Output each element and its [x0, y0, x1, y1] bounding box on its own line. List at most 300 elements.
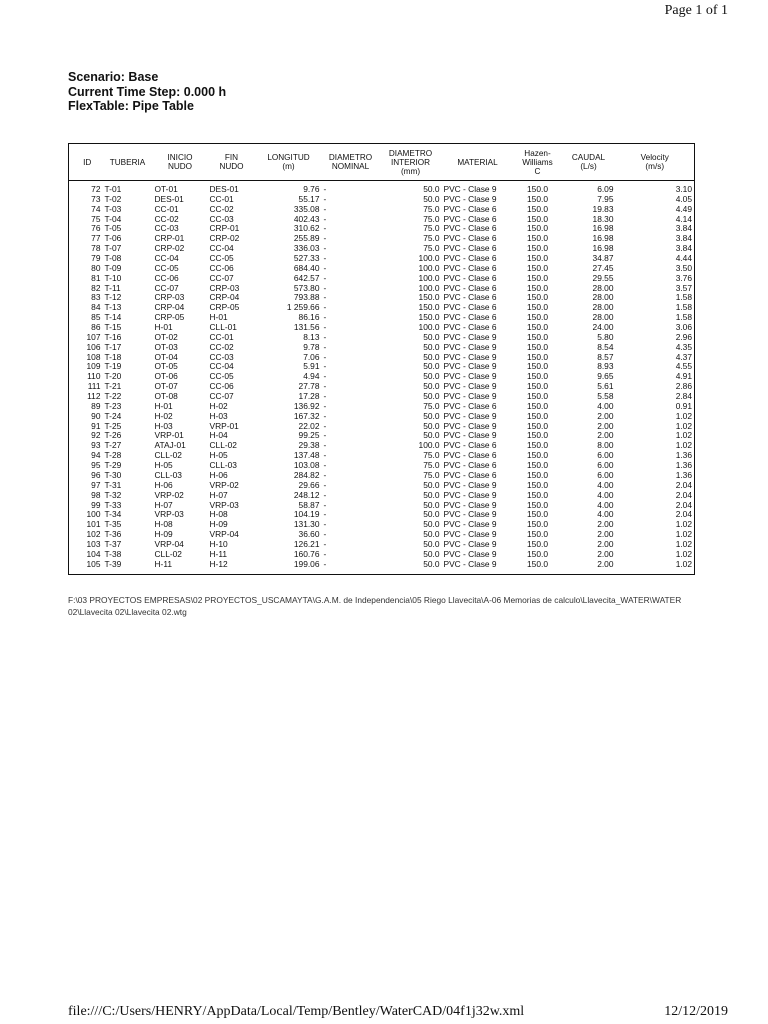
- column-header: ID: [69, 144, 103, 181]
- table-cell: -: [323, 530, 327, 540]
- table-cell: 29.55: [592, 273, 614, 283]
- table-cell: 75.0: [423, 224, 440, 234]
- column-header: MATERIAL: [442, 144, 514, 181]
- table-cell: PVC - Clase 6: [443, 401, 497, 411]
- table-cell: -: [323, 500, 327, 510]
- table-cell: 5.61: [597, 382, 614, 392]
- column-header: INICIO NUDO: [153, 144, 208, 181]
- table-cell: -: [323, 244, 327, 254]
- table-row: [69, 461, 695, 471]
- table-cell: 4.00: [597, 490, 614, 500]
- table-cell: -: [323, 214, 327, 224]
- table-cell: 150.0: [527, 520, 548, 530]
- table-cell: PVC - Clase 6: [443, 283, 497, 293]
- table-cell: PVC - Clase 6: [443, 263, 497, 273]
- table-cell: 24.00: [592, 323, 614, 333]
- table-cell: PVC - Clase 9: [443, 382, 497, 392]
- table-cell: 28.00: [592, 303, 614, 313]
- table-cell: CRP-05: [154, 313, 185, 323]
- table-cell: 50.0: [423, 362, 440, 372]
- table-cell: 9.78: [303, 342, 320, 352]
- table-cell: CRP-04: [209, 293, 240, 303]
- table-cell: T-35: [104, 520, 122, 530]
- table-row: [69, 412, 695, 422]
- table-cell: -: [323, 342, 327, 352]
- table-cell: PVC - Clase 9: [443, 490, 497, 500]
- table-cell: -: [323, 194, 327, 204]
- table-cell: 27.78: [298, 382, 320, 392]
- table-cell: 50.0: [423, 490, 440, 500]
- table-cell: 5.58: [597, 392, 614, 402]
- table-cell: T-19: [104, 362, 122, 372]
- table-cell: T-17: [104, 342, 122, 352]
- table-cell: 1.02: [675, 431, 692, 441]
- table-cell: PVC - Clase 9: [443, 500, 497, 510]
- table-cell: 100.0: [418, 323, 440, 333]
- table-row: [69, 471, 695, 481]
- table-cell: 6.00: [597, 461, 614, 471]
- table-cell: CC-04: [154, 254, 179, 264]
- table-cell: CC-02: [209, 204, 234, 214]
- table-cell: 50.0: [423, 520, 440, 530]
- table-cell: H-02: [209, 401, 228, 411]
- table-cell: 4.44: [675, 254, 692, 264]
- table-cell: 1.36: [675, 470, 692, 480]
- table-cell: VRP-03: [154, 510, 184, 520]
- table-cell: 150.0: [418, 303, 440, 313]
- table-row: [69, 540, 695, 550]
- table-cell: CLL-02: [209, 441, 237, 451]
- table-cell: 109: [86, 362, 101, 372]
- table-cell: T-39: [104, 559, 122, 569]
- table-cell: PVC - Clase 9: [443, 362, 497, 372]
- table-cell: H-07: [209, 490, 228, 500]
- pipe-table: [68, 143, 695, 575]
- table-cell: 100.0: [418, 273, 440, 283]
- table-cell: -: [323, 234, 327, 244]
- table-cell: CC-07: [154, 283, 179, 293]
- table-cell: PVC - Clase 6: [443, 234, 497, 244]
- table-cell: CC-03: [209, 214, 234, 224]
- table-cell: CRP-02: [209, 234, 240, 244]
- table-row: [69, 254, 695, 264]
- table-cell: T-11: [104, 283, 121, 293]
- table-cell: OT-08: [154, 392, 178, 402]
- table-cell: VRP-01: [209, 421, 239, 431]
- table-cell: T-15: [104, 323, 122, 333]
- table-cell: -: [323, 411, 327, 421]
- table-cell: H-10: [209, 539, 228, 549]
- table-cell: 3.84: [675, 234, 692, 244]
- table-cell: 150.0: [527, 332, 548, 342]
- table-cell: 8.54: [597, 342, 614, 352]
- table-cell: 150.0: [527, 539, 548, 549]
- table-cell: 8.00: [597, 441, 614, 451]
- table-cell: T-13: [104, 303, 122, 313]
- table-row: [69, 481, 695, 491]
- table-cell: 4.00: [597, 480, 614, 490]
- table-row: [69, 362, 695, 372]
- report-header: [68, 70, 226, 114]
- table-row: [69, 333, 695, 343]
- table-cell: CRP-02: [154, 244, 185, 254]
- table-cell: -: [323, 392, 327, 402]
- table-cell: T-06: [104, 234, 122, 244]
- table-cell: 111: [87, 382, 101, 392]
- table-cell: T-08: [104, 254, 122, 264]
- table-cell: 2.00: [597, 431, 614, 441]
- table-row: [69, 303, 695, 313]
- table-cell: -: [323, 451, 327, 461]
- table-cell: 72: [91, 184, 101, 194]
- table-cell: 7.06: [303, 352, 320, 362]
- table-cell: VRP-03: [209, 500, 239, 510]
- table-cell: VRP-02: [154, 490, 184, 500]
- table-cell: 150.0: [527, 273, 548, 283]
- table-cell: -: [323, 362, 327, 372]
- table-cell: 6.00: [597, 451, 614, 461]
- table-cell: 50.0: [423, 194, 440, 204]
- table-row: [69, 181, 695, 195]
- table-cell: 150.0: [527, 431, 548, 441]
- table-cell: 2.00: [597, 559, 614, 569]
- table-cell: PVC - Clase 9: [443, 372, 497, 382]
- table-cell: 1.02: [675, 421, 692, 431]
- table-cell: H-03: [209, 411, 228, 421]
- table-cell: -: [323, 273, 327, 283]
- table-cell: 18.30: [592, 214, 614, 224]
- table-cell: 36.60: [298, 530, 320, 540]
- table-cell: T-36: [104, 530, 122, 540]
- table-cell: 248.12: [293, 490, 320, 500]
- table-cell: 108: [86, 352, 101, 362]
- table-row: [69, 550, 695, 560]
- table-cell: PVC - Clase 6: [443, 313, 497, 323]
- table-cell: 75.0: [423, 214, 440, 224]
- table-cell: CC-06: [209, 263, 234, 273]
- table-cell: 17.28: [298, 392, 320, 402]
- table-cell: 150.0: [527, 530, 548, 540]
- table-cell: DES-01: [154, 194, 184, 204]
- table-cell: 100.0: [418, 254, 440, 264]
- table-cell: 97: [91, 480, 101, 490]
- table-cell: 100.0: [418, 283, 440, 293]
- table-cell: -: [323, 510, 327, 520]
- table-row: [69, 284, 695, 294]
- table-cell: PVC - Clase 6: [443, 303, 497, 313]
- table-cell: 74: [91, 204, 101, 214]
- table-cell: 103.08: [293, 461, 320, 471]
- table-cell: ATAJ-01: [154, 441, 186, 451]
- table-cell: CRP-04: [154, 303, 185, 313]
- table-cell: 102: [86, 530, 101, 540]
- table-cell: -: [323, 461, 327, 471]
- page-number: Page 1 of 1: [664, 3, 728, 18]
- pipe-table-header: [69, 144, 695, 181]
- table-cell: -: [323, 184, 327, 194]
- table-cell: OT-01: [154, 184, 178, 194]
- table-cell: 80: [91, 263, 101, 273]
- table-cell: 105: [86, 559, 101, 569]
- table-cell: 150.0: [527, 392, 548, 402]
- table-cell: H-11: [209, 549, 228, 559]
- table-cell: -: [323, 490, 327, 500]
- table-cell: 402.43: [293, 214, 320, 224]
- table-cell: 78: [91, 244, 101, 254]
- table-cell: 58.87: [298, 500, 320, 510]
- table-cell: PVC - Clase 9: [443, 184, 497, 194]
- table-cell: 150.0: [527, 244, 548, 254]
- file-path: F:\03 PROYECTOS EMPRESAS\02 PROYECTOS_USCAMAYTA\G.A.M. de Independencia\05 Riego Llavecita\A-06 Memorias de calculo\Llavecita_WATER\WATER 02\Llavecita 02\Llavecita 02.wtg: [68, 595, 682, 617]
- table-cell: 4.49: [675, 204, 692, 214]
- table-cell: 7.95: [597, 194, 614, 204]
- table-cell: -: [323, 520, 327, 530]
- table-cell: 50.0: [423, 500, 440, 510]
- table-cell: T-10: [104, 273, 122, 283]
- table-cell: 3.57: [675, 283, 692, 293]
- table-cell: 150.0: [527, 461, 548, 471]
- table-row: [69, 451, 695, 461]
- table-cell: 75.0: [423, 204, 440, 214]
- table-cell: 83: [91, 293, 101, 303]
- table-cell: -: [323, 332, 327, 342]
- table-cell: CC-07: [209, 392, 234, 402]
- table-cell: 150.0: [527, 342, 548, 352]
- table-cell: 2.04: [675, 490, 692, 500]
- table-cell: H-05: [154, 461, 173, 471]
- table-row: [69, 402, 695, 412]
- table-cell: T-04: [104, 214, 122, 224]
- table-cell: PVC - Clase 9: [443, 480, 497, 490]
- table-cell: 34.87: [592, 254, 614, 264]
- table-cell: T-01: [104, 184, 122, 194]
- table-cell: 150.0: [527, 194, 548, 204]
- pipe-table-body: [69, 181, 695, 575]
- table-cell: 3.10: [675, 184, 692, 194]
- table-cell: OT-02: [154, 332, 178, 342]
- table-cell: PVC - Clase 9: [443, 411, 497, 421]
- table-cell: 4.35: [675, 342, 692, 352]
- table-cell: -: [323, 421, 327, 431]
- table-cell: 73: [91, 194, 101, 204]
- table-cell: 50.0: [423, 382, 440, 392]
- table-cell: 28.00: [592, 313, 614, 323]
- table-cell: VRP-04: [154, 539, 184, 549]
- table-cell: 104: [86, 549, 101, 559]
- table-cell: 4.91: [675, 372, 692, 382]
- table-cell: 1.02: [675, 520, 692, 530]
- table-cell: 4.05: [675, 194, 692, 204]
- table-cell: VRP-02: [209, 480, 239, 490]
- table-cell: 284.82: [293, 470, 320, 480]
- table-row: [69, 372, 695, 382]
- table-cell: 1.36: [675, 451, 692, 461]
- table-cell: -: [323, 559, 327, 569]
- table-cell: 1.02: [675, 441, 692, 451]
- table-cell: 112: [87, 392, 101, 402]
- table-cell: 150.0: [527, 490, 548, 500]
- table-row: [69, 215, 695, 225]
- table-cell: 104.19: [293, 510, 320, 520]
- table-cell: CC-07: [209, 273, 234, 283]
- table-cell: CC-05: [209, 254, 234, 264]
- table-cell: CRP-05: [209, 303, 240, 313]
- table-cell: 1.02: [675, 549, 692, 559]
- table-cell: 150.0: [527, 421, 548, 431]
- table-cell: H-08: [154, 520, 173, 530]
- table-cell: 4.37: [675, 352, 692, 362]
- table-cell: 150.0: [418, 313, 440, 323]
- table-cell: PVC - Clase 6: [443, 451, 497, 461]
- column-header: DIAMETRO NOMINAL: [322, 144, 380, 181]
- table-row: [69, 353, 695, 363]
- table-cell: 50.0: [423, 510, 440, 520]
- table-cell: 137.48: [293, 451, 320, 461]
- table-cell: OT-05: [154, 362, 178, 372]
- table-cell: 75.0: [423, 244, 440, 254]
- table-cell: H-08: [209, 510, 228, 520]
- table-cell: 1.58: [675, 293, 692, 303]
- table-cell: 50.0: [423, 431, 440, 441]
- table-cell: -: [323, 313, 327, 323]
- table-cell: PVC - Clase 6: [443, 244, 497, 254]
- table-cell: 16.98: [592, 234, 614, 244]
- table-cell: H-05: [209, 451, 228, 461]
- table-cell: 150.0: [527, 214, 548, 224]
- table-cell: T-12: [104, 293, 122, 303]
- table-cell: 9.65: [597, 372, 614, 382]
- table-cell: 100.0: [418, 263, 440, 273]
- table-cell: 167.32: [293, 411, 320, 421]
- table-cell: H-07: [154, 500, 173, 510]
- table-cell: 150.0: [527, 254, 548, 264]
- pipe-table-container: [68, 143, 694, 575]
- table-cell: 2.00: [597, 520, 614, 530]
- table-cell: CC-03: [154, 224, 179, 234]
- column-header: CAUDAL (L/s): [562, 144, 616, 181]
- table-cell: -: [323, 224, 327, 234]
- table-cell: 50.0: [423, 352, 440, 362]
- table-cell: 150.0: [527, 441, 548, 451]
- table-cell: T-21: [104, 382, 122, 392]
- table-row: [69, 293, 695, 303]
- table-cell: 150.0: [527, 362, 548, 372]
- table-cell: 100: [86, 510, 101, 520]
- table-cell: 16.98: [592, 244, 614, 254]
- table-cell: 2.96: [675, 332, 692, 342]
- table-cell: 150.0: [527, 451, 548, 461]
- table-cell: 335.08: [293, 204, 320, 214]
- table-row: [69, 224, 695, 234]
- table-cell: 75.0: [423, 401, 440, 411]
- table-cell: 50.0: [423, 530, 440, 540]
- table-cell: 150.0: [527, 470, 548, 480]
- table-cell: 150.0: [527, 372, 548, 382]
- column-header: Velocity (m/s): [616, 144, 695, 181]
- table-cell: PVC - Clase 9: [443, 352, 497, 362]
- table-cell: 2.04: [675, 500, 692, 510]
- table-cell: CC-01: [209, 194, 234, 204]
- table-cell: 150.0: [527, 559, 548, 569]
- table-row: [69, 431, 695, 441]
- table-cell: 642.57: [293, 273, 320, 283]
- table-cell: -: [323, 323, 327, 333]
- table-cell: H-09: [209, 520, 228, 530]
- table-cell: 150.0: [527, 401, 548, 411]
- table-cell: 110: [87, 372, 101, 382]
- table-cell: 3.84: [675, 224, 692, 234]
- table-cell: PVC - Clase 6: [443, 293, 497, 303]
- table-cell: OT-07: [154, 382, 178, 392]
- table-cell: 150.0: [527, 549, 548, 559]
- table-cell: T-24: [104, 411, 122, 421]
- table-cell: 50.0: [423, 342, 440, 352]
- table-cell: 75.0: [423, 461, 440, 471]
- table-cell: T-32: [104, 490, 122, 500]
- table-cell: T-25: [104, 421, 122, 431]
- table-row: [69, 491, 695, 501]
- table-cell: -: [323, 263, 327, 273]
- table-cell: 0.91: [675, 401, 692, 411]
- table-cell: DES-01: [209, 184, 239, 194]
- table-cell: 91: [91, 421, 101, 431]
- table-cell: 150.0: [527, 293, 548, 303]
- table-cell: 131.30: [293, 520, 320, 530]
- table-cell: -: [323, 382, 327, 392]
- flextable-label: FlexTable: Pipe Table: [68, 99, 194, 113]
- table-cell: 1.58: [675, 313, 692, 323]
- table-cell: -: [323, 441, 327, 451]
- table-cell: 3.50: [675, 263, 692, 273]
- column-header: TUBERIA: [103, 144, 153, 181]
- table-cell: 75.0: [423, 234, 440, 244]
- table-cell: CLL-02: [154, 549, 182, 559]
- footer-url: file:///C:/Users/HENRY/AppData/Local/Temp/Bentley/WaterCAD/04f1j32w.xml: [68, 1004, 525, 1019]
- table-cell: -: [323, 480, 327, 490]
- table-cell: CRP-01: [154, 234, 185, 244]
- table-cell: PVC - Clase 9: [443, 549, 497, 559]
- table-cell: CC-05: [154, 263, 179, 273]
- table-cell: PVC - Clase 9: [443, 559, 497, 569]
- table-cell: 684.40: [293, 263, 320, 273]
- table-cell: 85: [91, 313, 101, 323]
- table-cell: 55.17: [298, 194, 320, 204]
- time-step-label: Current Time Step: 0.000 h: [68, 84, 227, 99]
- table-cell: PVC - Clase 9: [443, 530, 497, 540]
- table-cell: T-34: [104, 510, 122, 520]
- table-cell: 8.93: [597, 362, 614, 372]
- table-cell: 50.0: [423, 539, 440, 549]
- table-cell: -: [323, 283, 327, 293]
- table-cell: 3.76: [675, 273, 692, 283]
- table-cell: CC-01: [209, 332, 234, 342]
- table-cell: 50.0: [423, 372, 440, 382]
- table-cell: PVC - Clase 6: [443, 224, 497, 234]
- table-cell: 75.0: [423, 470, 440, 480]
- table-cell: 2.00: [597, 549, 614, 559]
- table-cell: 92: [91, 431, 101, 441]
- table-cell: 150.0: [527, 184, 548, 194]
- table-cell: 150.0: [527, 303, 548, 313]
- table-cell: PVC - Clase 6: [443, 204, 497, 214]
- table-cell: 199.06: [293, 559, 320, 569]
- table-cell: PVC - Clase 9: [443, 520, 497, 530]
- table-cell: CC-02: [209, 342, 234, 352]
- table-cell: 4.14: [675, 214, 692, 224]
- table-cell: 86: [91, 323, 101, 333]
- table-cell: 4.00: [597, 500, 614, 510]
- table-row: [69, 520, 695, 530]
